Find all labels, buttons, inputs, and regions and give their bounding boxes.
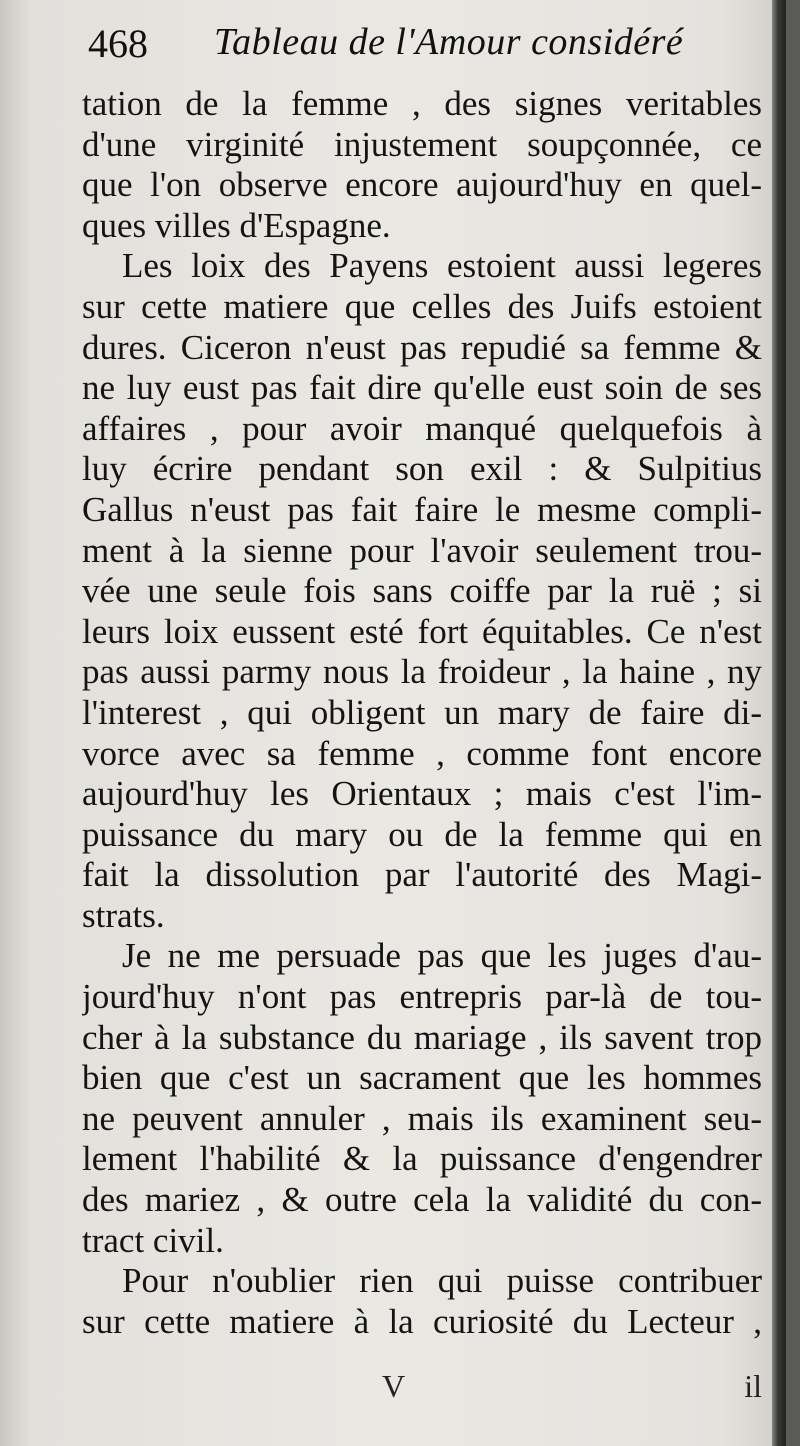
- text-line: jourd'huy n'ont pas entrepris par-là de tou-: [82, 977, 762, 1017]
- text-line: sur cette matiere à la curiosité du Lecteur ,: [82, 1301, 762, 1341]
- text-line: dures. Ciceron n'eust pas repudié sa femme &: [82, 327, 762, 367]
- text-line: Les loix des Payens estoient aussi legeres: [122, 246, 762, 286]
- text-line: aujourd'huy les Orientaux ; mais c'est l'im-: [82, 774, 762, 814]
- text-line: luy écrire pendant son exil : & Sulpitius: [82, 449, 762, 489]
- text-line: leurs loix eussent esté fort équitables. Ce n'est: [82, 611, 762, 651]
- text-line: puissance du mary ou de la femme qui en: [82, 814, 762, 854]
- page-edge-shadow: [772, 0, 786, 1446]
- text-line: Je ne me persuade pas que les juges d'au-: [122, 936, 762, 976]
- page-footer: [82, 1368, 762, 1408]
- running-title: Tableau de l'Amour considéré: [214, 21, 684, 63]
- text-line: Pour n'oublier rien qui puisse contribuer: [122, 1261, 762, 1301]
- signature-mark: V: [382, 1368, 406, 1404]
- catchword: il: [744, 1368, 762, 1404]
- text-line: pas aussi parmy nous la froideur , la haine , ny: [82, 652, 762, 692]
- text-line: vée une seule fois sans coiffe par la ruë ; si: [82, 571, 762, 611]
- text-line: ques villes d'Espagne.: [82, 205, 391, 245]
- body-text: [82, 84, 762, 1342]
- text-line: strats.: [82, 895, 165, 935]
- text-line: d'une virginité injustement soupçonnée, ce: [82, 124, 762, 164]
- text-line: cher à la substance du mariage , ils savent trop: [82, 1017, 762, 1057]
- text-line: sur cette matiere que celles des Juifs estoient: [82, 286, 762, 326]
- text-line: tract civil.: [82, 1220, 224, 1260]
- text-line: des mariez , & outre cela la validité du con-: [82, 1180, 762, 1220]
- text-line: vorce avec sa femme , comme font encore: [82, 733, 762, 773]
- text-line: tation de la femme , des signes veritables: [82, 84, 762, 123]
- text-line: affaires , pour avoir manqué quelquefois à: [82, 408, 762, 448]
- text-line: ment à la sienne pour l'avoir seulement trou-: [82, 530, 762, 570]
- text-line: que l'on observe encore aujourd'huy en quel-: [82, 165, 762, 205]
- text-line: bien que c'est un sacrament que les hommes: [82, 1058, 762, 1098]
- text-line: ne peuvent annuler , mais ils examinent seu-: [82, 1098, 762, 1138]
- page-header: [88, 20, 748, 80]
- text-line: ne luy eust pas fait dire qu'elle eust soin de ses: [82, 368, 762, 408]
- text-line: lement l'habilité & la puissance d'engendrer: [82, 1139, 762, 1179]
- page-number: 468: [88, 21, 148, 66]
- text-line: Gallus n'eust pas fait faire le mesme compli-: [82, 489, 762, 529]
- text-line: l'interest , qui obligent un mary de faire di-: [82, 692, 762, 732]
- text-line: fait la dissolution par l'autorité des Magi-: [82, 855, 762, 895]
